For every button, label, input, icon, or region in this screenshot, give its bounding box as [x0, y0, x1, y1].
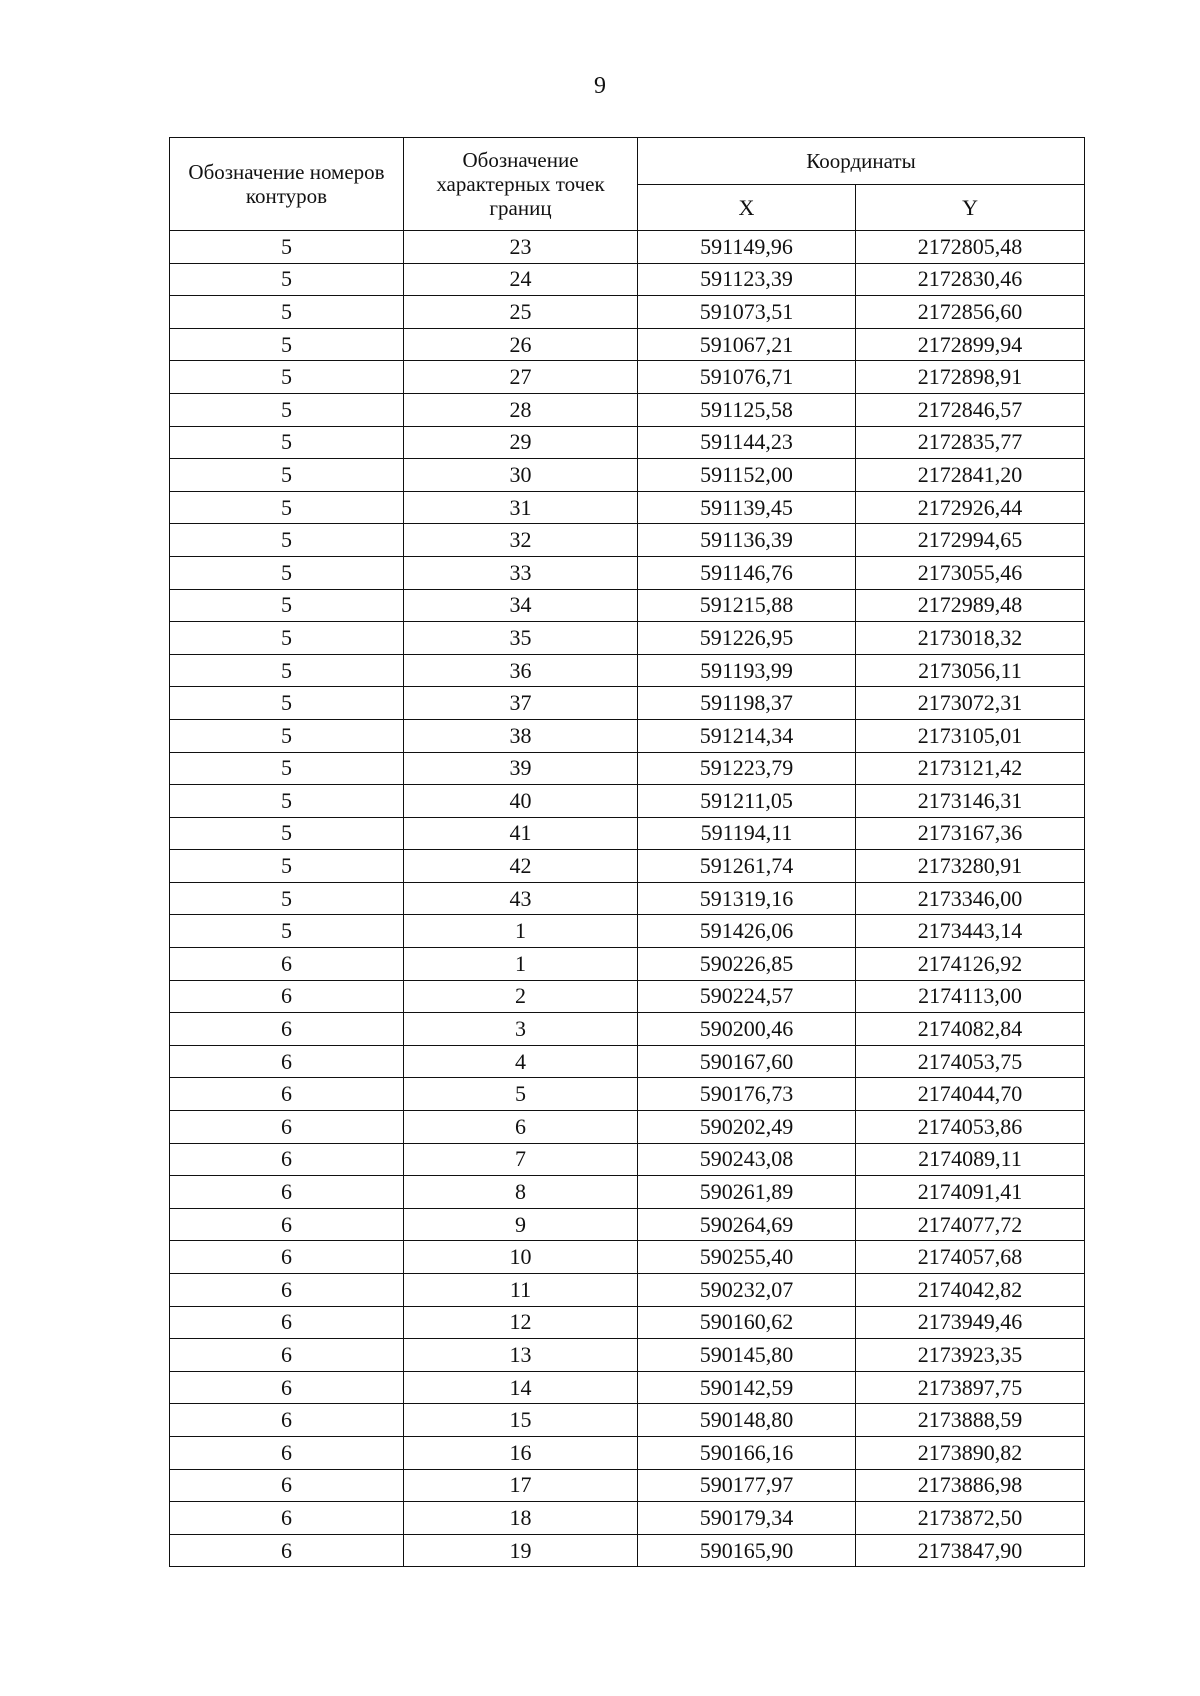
cell-x: 591136,39	[638, 524, 856, 557]
cell-point-number: 3	[404, 1013, 638, 1046]
cell-y: 2172856,60	[856, 296, 1085, 329]
table-row	[170, 263, 1085, 296]
cell-contour-number: 6	[170, 980, 404, 1013]
cell-point-number: 24	[404, 263, 638, 296]
cell-x: 591146,76	[638, 556, 856, 589]
cell-contour-number: 5	[170, 361, 404, 394]
cell-x: 590261,89	[638, 1176, 856, 1209]
table-row	[170, 687, 1085, 720]
cell-contour-number: 6	[170, 1176, 404, 1209]
cell-y: 2173055,46	[856, 556, 1085, 589]
table-row	[170, 1534, 1085, 1567]
cell-y: 2174053,75	[856, 1045, 1085, 1078]
cell-x: 590177,97	[638, 1469, 856, 1502]
cell-x: 590232,07	[638, 1274, 856, 1307]
cell-x: 590179,34	[638, 1502, 856, 1535]
cell-y: 2174126,92	[856, 948, 1085, 981]
cell-x: 590142,59	[638, 1371, 856, 1404]
cell-contour-number: 5	[170, 296, 404, 329]
cell-y: 2172898,91	[856, 361, 1085, 394]
table-row	[170, 1274, 1085, 1307]
page-number: 9	[594, 73, 606, 99]
cell-contour-number: 6	[170, 1143, 404, 1176]
cell-contour-number: 5	[170, 654, 404, 687]
cell-point-number: 42	[404, 850, 638, 883]
cell-x: 591123,39	[638, 263, 856, 296]
cell-point-number: 34	[404, 589, 638, 622]
cell-x: 591226,95	[638, 622, 856, 655]
header-y: Y	[856, 185, 1085, 231]
cell-contour-number: 6	[170, 1241, 404, 1274]
cell-x: 591198,37	[638, 687, 856, 720]
cell-y: 2173280,91	[856, 850, 1085, 883]
cell-contour-number: 5	[170, 882, 404, 915]
cell-point-number: 16	[404, 1436, 638, 1469]
cell-y: 2174042,82	[856, 1274, 1085, 1307]
cell-x: 591152,00	[638, 459, 856, 492]
cell-y: 2172899,94	[856, 328, 1085, 361]
table-row	[170, 1502, 1085, 1535]
cell-point-number: 14	[404, 1371, 638, 1404]
table-row	[170, 1371, 1085, 1404]
cell-point-number: 31	[404, 491, 638, 524]
table-row	[170, 915, 1085, 948]
cell-contour-number: 6	[170, 1339, 404, 1372]
cell-contour-number: 5	[170, 263, 404, 296]
cell-y: 2174113,00	[856, 980, 1085, 1013]
table-row	[170, 491, 1085, 524]
table-row	[170, 524, 1085, 557]
cell-contour-number: 6	[170, 1078, 404, 1111]
cell-contour-number: 6	[170, 1111, 404, 1144]
cell-contour-number: 6	[170, 1534, 404, 1567]
cell-contour-number: 5	[170, 426, 404, 459]
table-row	[170, 850, 1085, 883]
table-row	[170, 1436, 1085, 1469]
cell-contour-number: 5	[170, 719, 404, 752]
cell-point-number: 9	[404, 1208, 638, 1241]
cell-point-number: 6	[404, 1111, 638, 1144]
cell-point-number: 1	[404, 948, 638, 981]
table-row	[170, 589, 1085, 622]
table-row	[170, 556, 1085, 589]
cell-contour-number: 6	[170, 1436, 404, 1469]
table-row	[170, 1404, 1085, 1437]
table-row	[170, 1208, 1085, 1241]
cell-y: 2173886,98	[856, 1469, 1085, 1502]
cell-point-number: 39	[404, 752, 638, 785]
cell-point-number: 37	[404, 687, 638, 720]
cell-y: 2174053,86	[856, 1111, 1085, 1144]
cell-point-number: 18	[404, 1502, 638, 1535]
cell-y: 2172926,44	[856, 491, 1085, 524]
cell-contour-number: 5	[170, 393, 404, 426]
cell-y: 2172805,48	[856, 231, 1085, 264]
cell-x: 590166,16	[638, 1436, 856, 1469]
cell-x: 591214,34	[638, 719, 856, 752]
cell-y: 2173146,31	[856, 785, 1085, 818]
table-row	[170, 882, 1085, 915]
cell-y: 2173888,59	[856, 1404, 1085, 1437]
table-row	[170, 1013, 1085, 1046]
cell-y: 2173872,50	[856, 1502, 1085, 1535]
cell-point-number: 28	[404, 393, 638, 426]
cell-y: 2172830,46	[856, 263, 1085, 296]
cell-x: 591193,99	[638, 654, 856, 687]
table-row	[170, 1143, 1085, 1176]
cell-point-number: 4	[404, 1045, 638, 1078]
header-point-number: Обозначение характерных точек границ	[404, 138, 638, 231]
table-row	[170, 1306, 1085, 1339]
cell-x: 591215,88	[638, 589, 856, 622]
cell-y: 2174082,84	[856, 1013, 1085, 1046]
table-header	[170, 138, 1085, 231]
cell-y: 2174091,41	[856, 1176, 1085, 1209]
cell-point-number: 36	[404, 654, 638, 687]
cell-point-number: 2	[404, 980, 638, 1013]
cell-y: 2173897,75	[856, 1371, 1085, 1404]
cell-contour-number: 5	[170, 915, 404, 948]
cell-y: 2174089,11	[856, 1143, 1085, 1176]
table-row	[170, 622, 1085, 655]
table-row	[170, 328, 1085, 361]
cell-y: 2174044,70	[856, 1078, 1085, 1111]
cell-x: 590145,80	[638, 1339, 856, 1372]
cell-point-number: 25	[404, 296, 638, 329]
cell-point-number: 17	[404, 1469, 638, 1502]
table-row	[170, 1241, 1085, 1274]
cell-point-number: 35	[404, 622, 638, 655]
table-row	[170, 393, 1085, 426]
cell-y: 2173346,00	[856, 882, 1085, 915]
cell-x: 590200,46	[638, 1013, 856, 1046]
cell-y: 2172989,48	[856, 589, 1085, 622]
cell-contour-number: 6	[170, 1045, 404, 1078]
cell-contour-number: 5	[170, 850, 404, 883]
table-body	[170, 231, 1085, 1567]
cell-x: 591073,51	[638, 296, 856, 329]
cell-point-number: 13	[404, 1339, 638, 1372]
cell-point-number: 15	[404, 1404, 638, 1437]
cell-y: 2173018,32	[856, 622, 1085, 655]
table-row	[170, 426, 1085, 459]
cell-y: 2173167,36	[856, 817, 1085, 850]
cell-point-number: 8	[404, 1176, 638, 1209]
cell-x: 591139,45	[638, 491, 856, 524]
cell-y: 2173847,90	[856, 1534, 1085, 1567]
cell-y: 2172841,20	[856, 459, 1085, 492]
cell-y: 2173443,14	[856, 915, 1085, 948]
cell-contour-number: 5	[170, 817, 404, 850]
table-row	[170, 980, 1085, 1013]
cell-contour-number: 5	[170, 589, 404, 622]
cell-contour-number: 6	[170, 1469, 404, 1502]
cell-contour-number: 5	[170, 785, 404, 818]
cell-y: 2174057,68	[856, 1241, 1085, 1274]
cell-y: 2173890,82	[856, 1436, 1085, 1469]
cell-x: 591194,11	[638, 817, 856, 850]
cell-point-number: 27	[404, 361, 638, 394]
cell-x: 591426,06	[638, 915, 856, 948]
coordinates-table	[169, 137, 1085, 1567]
cell-x: 590264,69	[638, 1208, 856, 1241]
cell-point-number: 19	[404, 1534, 638, 1567]
cell-contour-number: 5	[170, 524, 404, 557]
cell-point-number: 41	[404, 817, 638, 850]
cell-x: 591076,71	[638, 361, 856, 394]
cell-contour-number: 6	[170, 1306, 404, 1339]
cell-y: 2173056,11	[856, 654, 1085, 687]
table-row	[170, 654, 1085, 687]
table-row	[170, 817, 1085, 850]
cell-point-number: 29	[404, 426, 638, 459]
cell-contour-number: 5	[170, 687, 404, 720]
cell-y: 2174077,72	[856, 1208, 1085, 1241]
cell-point-number: 43	[404, 882, 638, 915]
header-coordinates: Координаты	[638, 138, 1085, 185]
cell-y: 2172846,57	[856, 393, 1085, 426]
cell-point-number: 11	[404, 1274, 638, 1307]
cell-point-number: 38	[404, 719, 638, 752]
cell-point-number: 32	[404, 524, 638, 557]
cell-point-number: 10	[404, 1241, 638, 1274]
cell-x: 591261,74	[638, 850, 856, 883]
cell-contour-number: 5	[170, 491, 404, 524]
cell-y: 2173949,46	[856, 1306, 1085, 1339]
cell-x: 591125,58	[638, 393, 856, 426]
cell-contour-number: 5	[170, 231, 404, 264]
cell-x: 590255,40	[638, 1241, 856, 1274]
cell-contour-number: 6	[170, 1274, 404, 1307]
cell-x: 590167,60	[638, 1045, 856, 1078]
cell-point-number: 33	[404, 556, 638, 589]
cell-point-number: 12	[404, 1306, 638, 1339]
cell-x: 590202,49	[638, 1111, 856, 1144]
cell-contour-number: 6	[170, 1013, 404, 1046]
cell-x: 590176,73	[638, 1078, 856, 1111]
cell-x: 591067,21	[638, 328, 856, 361]
cell-y: 2173072,31	[856, 687, 1085, 720]
cell-x: 590224,57	[638, 980, 856, 1013]
cell-x: 591211,05	[638, 785, 856, 818]
cell-x: 590165,90	[638, 1534, 856, 1567]
header-contour-number: Обозначение номеров контуров	[170, 138, 404, 231]
table-row	[170, 1176, 1085, 1209]
cell-contour-number: 6	[170, 1208, 404, 1241]
table-row	[170, 1469, 1085, 1502]
cell-contour-number: 6	[170, 1371, 404, 1404]
cell-point-number: 1	[404, 915, 638, 948]
cell-contour-number: 6	[170, 1404, 404, 1437]
cell-x: 590226,85	[638, 948, 856, 981]
cell-contour-number: 5	[170, 752, 404, 785]
cell-point-number: 5	[404, 1078, 638, 1111]
cell-y: 2172994,65	[856, 524, 1085, 557]
table-row	[170, 1111, 1085, 1144]
cell-x: 591319,16	[638, 882, 856, 915]
cell-y: 2172835,77	[856, 426, 1085, 459]
cell-y: 2173923,35	[856, 1339, 1085, 1372]
cell-point-number: 40	[404, 785, 638, 818]
table-row	[170, 752, 1085, 785]
table-row	[170, 719, 1085, 752]
cell-contour-number: 5	[170, 556, 404, 589]
cell-point-number: 26	[404, 328, 638, 361]
table-row	[170, 296, 1085, 329]
cell-contour-number: 6	[170, 948, 404, 981]
cell-contour-number: 5	[170, 328, 404, 361]
cell-y: 2173121,42	[856, 752, 1085, 785]
cell-point-number: 30	[404, 459, 638, 492]
table-row	[170, 1339, 1085, 1372]
cell-x: 590148,80	[638, 1404, 856, 1437]
table-row	[170, 785, 1085, 818]
cell-point-number: 7	[404, 1143, 638, 1176]
table-row	[170, 1078, 1085, 1111]
cell-x: 591149,96	[638, 231, 856, 264]
cell-x: 591223,79	[638, 752, 856, 785]
cell-x: 590243,08	[638, 1143, 856, 1176]
cell-x: 590160,62	[638, 1306, 856, 1339]
table-row	[170, 459, 1085, 492]
table-row	[170, 231, 1085, 264]
table-row	[170, 948, 1085, 981]
header-x: X	[638, 185, 856, 231]
cell-x: 591144,23	[638, 426, 856, 459]
cell-contour-number: 5	[170, 622, 404, 655]
cell-y: 2173105,01	[856, 719, 1085, 752]
cell-contour-number: 6	[170, 1502, 404, 1535]
cell-point-number: 23	[404, 231, 638, 264]
table-row	[170, 361, 1085, 394]
table-row	[170, 1045, 1085, 1078]
cell-contour-number: 5	[170, 459, 404, 492]
